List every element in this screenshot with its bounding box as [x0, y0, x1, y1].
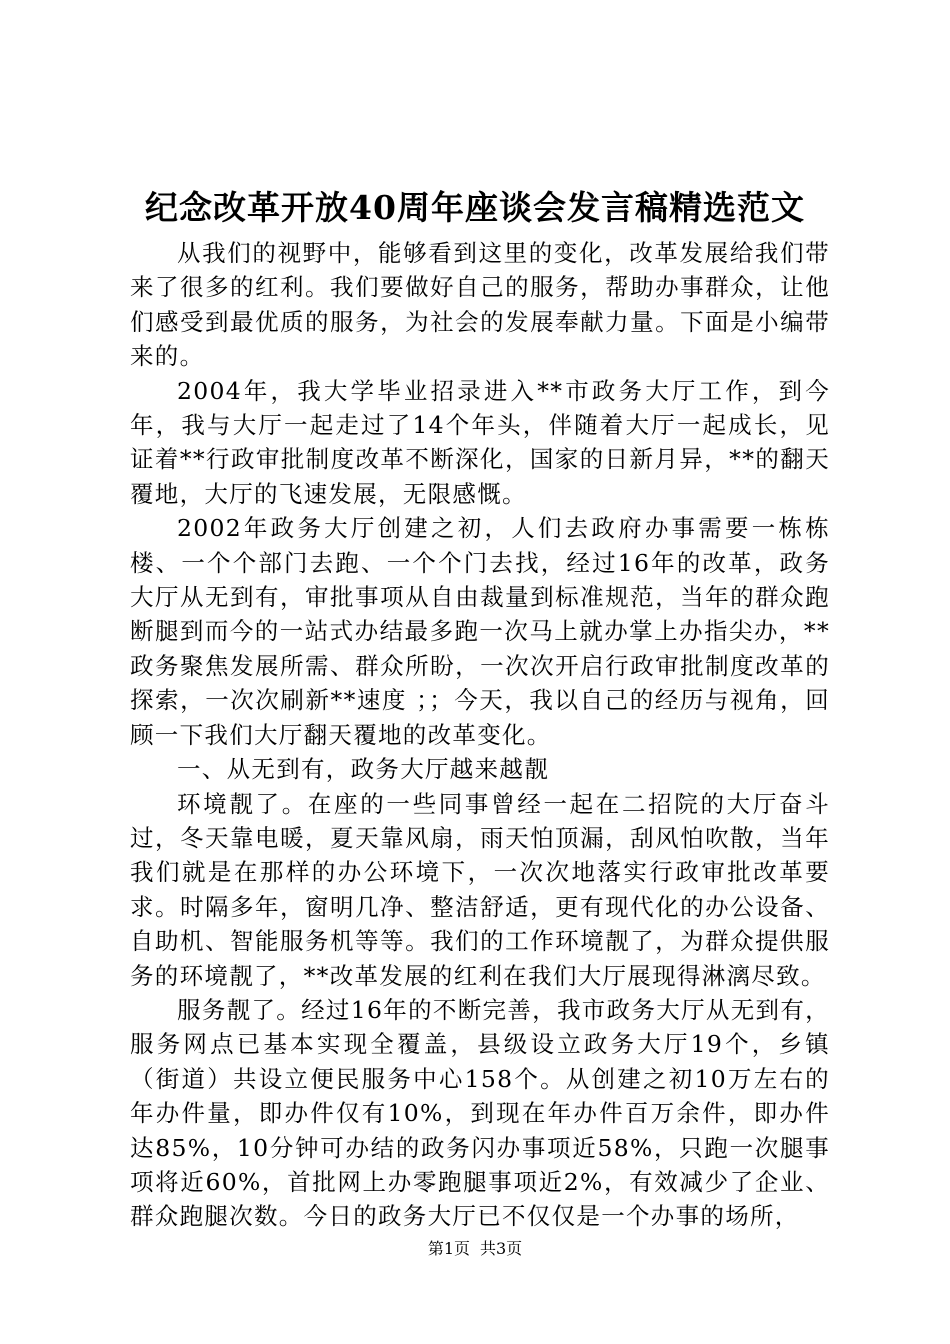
- page-footer: [0, 1238, 950, 1260]
- document-title: 纪念改革开放40周年座谈会发言稿精选范文: [145, 188, 805, 227]
- paragraph-2002: 2002年政务大厅创建之初，人们去政府办事需要一栋栋楼、一个个部门去跑、一个个门去找，经过16年的改革，政务大厅从无到有，审批事项从自由裁量到标准规范，当年的群众跑断腿到而今的一站式办结最多跑一次马上就办掌上办指尖办，**政务聚焦发展所需、群众所盼，一次次开启行政审批制度改革的探索，一次次刷新**速度 ；；今天，我以自己的经历与视角，回顾一下我们大厅翻天覆地的改革变化。: [130, 514, 830, 749]
- page-total: 共3页: [480, 1239, 523, 1258]
- page-number: 第1页: [427, 1239, 470, 1258]
- section-heading-1: 一、从无到有，政务大厅越来越靓: [177, 755, 549, 784]
- paragraph-2004: 2004年，我大学毕业招录进入**市政务大厅工作，到今年，我与大厅一起走过了14个年头，伴随着大厅一起成长，见证着**行政审批制度改革不断深化，国家的日新月异，**的翻天覆地，大厅的飞速发展，无限感慨。: [130, 376, 830, 508]
- paragraph-service: 服务靓了。经过16年的不断完善，我市政务大厅从无到有，服务网点已基本实现全覆盖，县级设立政务大厅19个，乡镇（街道）共设立便民服务中心158个。从创建之初10万左右的年办件量，即办件仅有10%，到现在年办件百万余件，即办件达85%，10分钟可办结的政务闪办事项近58%，只跑一次腿事项将近60%，首批网上办零跑腿事项近2%，有效减少了企业、群众跑腿次数。今日的政务大厅已不仅仅是一个办事的场所，: [130, 995, 830, 1231]
- paragraph-intro: 从我们的视野中，能够看到这里的变化，改革发展给我们带来了很多的红利。我们要做好自己的服务，帮助办事群众，让他们感受到最优质的服务，为社会的发展奉献力量。下面是小编带来的。: [130, 239, 830, 371]
- paragraph-environment: 环境靓了。在座的一些同事曾经一起在二招院的大厅奋斗过，冬天靠电暖，夏天靠风扇，雨天怕顶漏，刮风怕吹散，当年我们就是在那样的办公环境下，一次次地落实行政审批改革要求。时隔多年，窗明几净、整洁舒适，更有现代化的办公设备、自助机、智能服务机等等。我们的工作环境靓了，为群众提供服务的环境靓了，**改革发展的红利在我们大厅展现得淋漓尽致。: [130, 789, 830, 990]
- document-body: [130, 236, 830, 1234]
